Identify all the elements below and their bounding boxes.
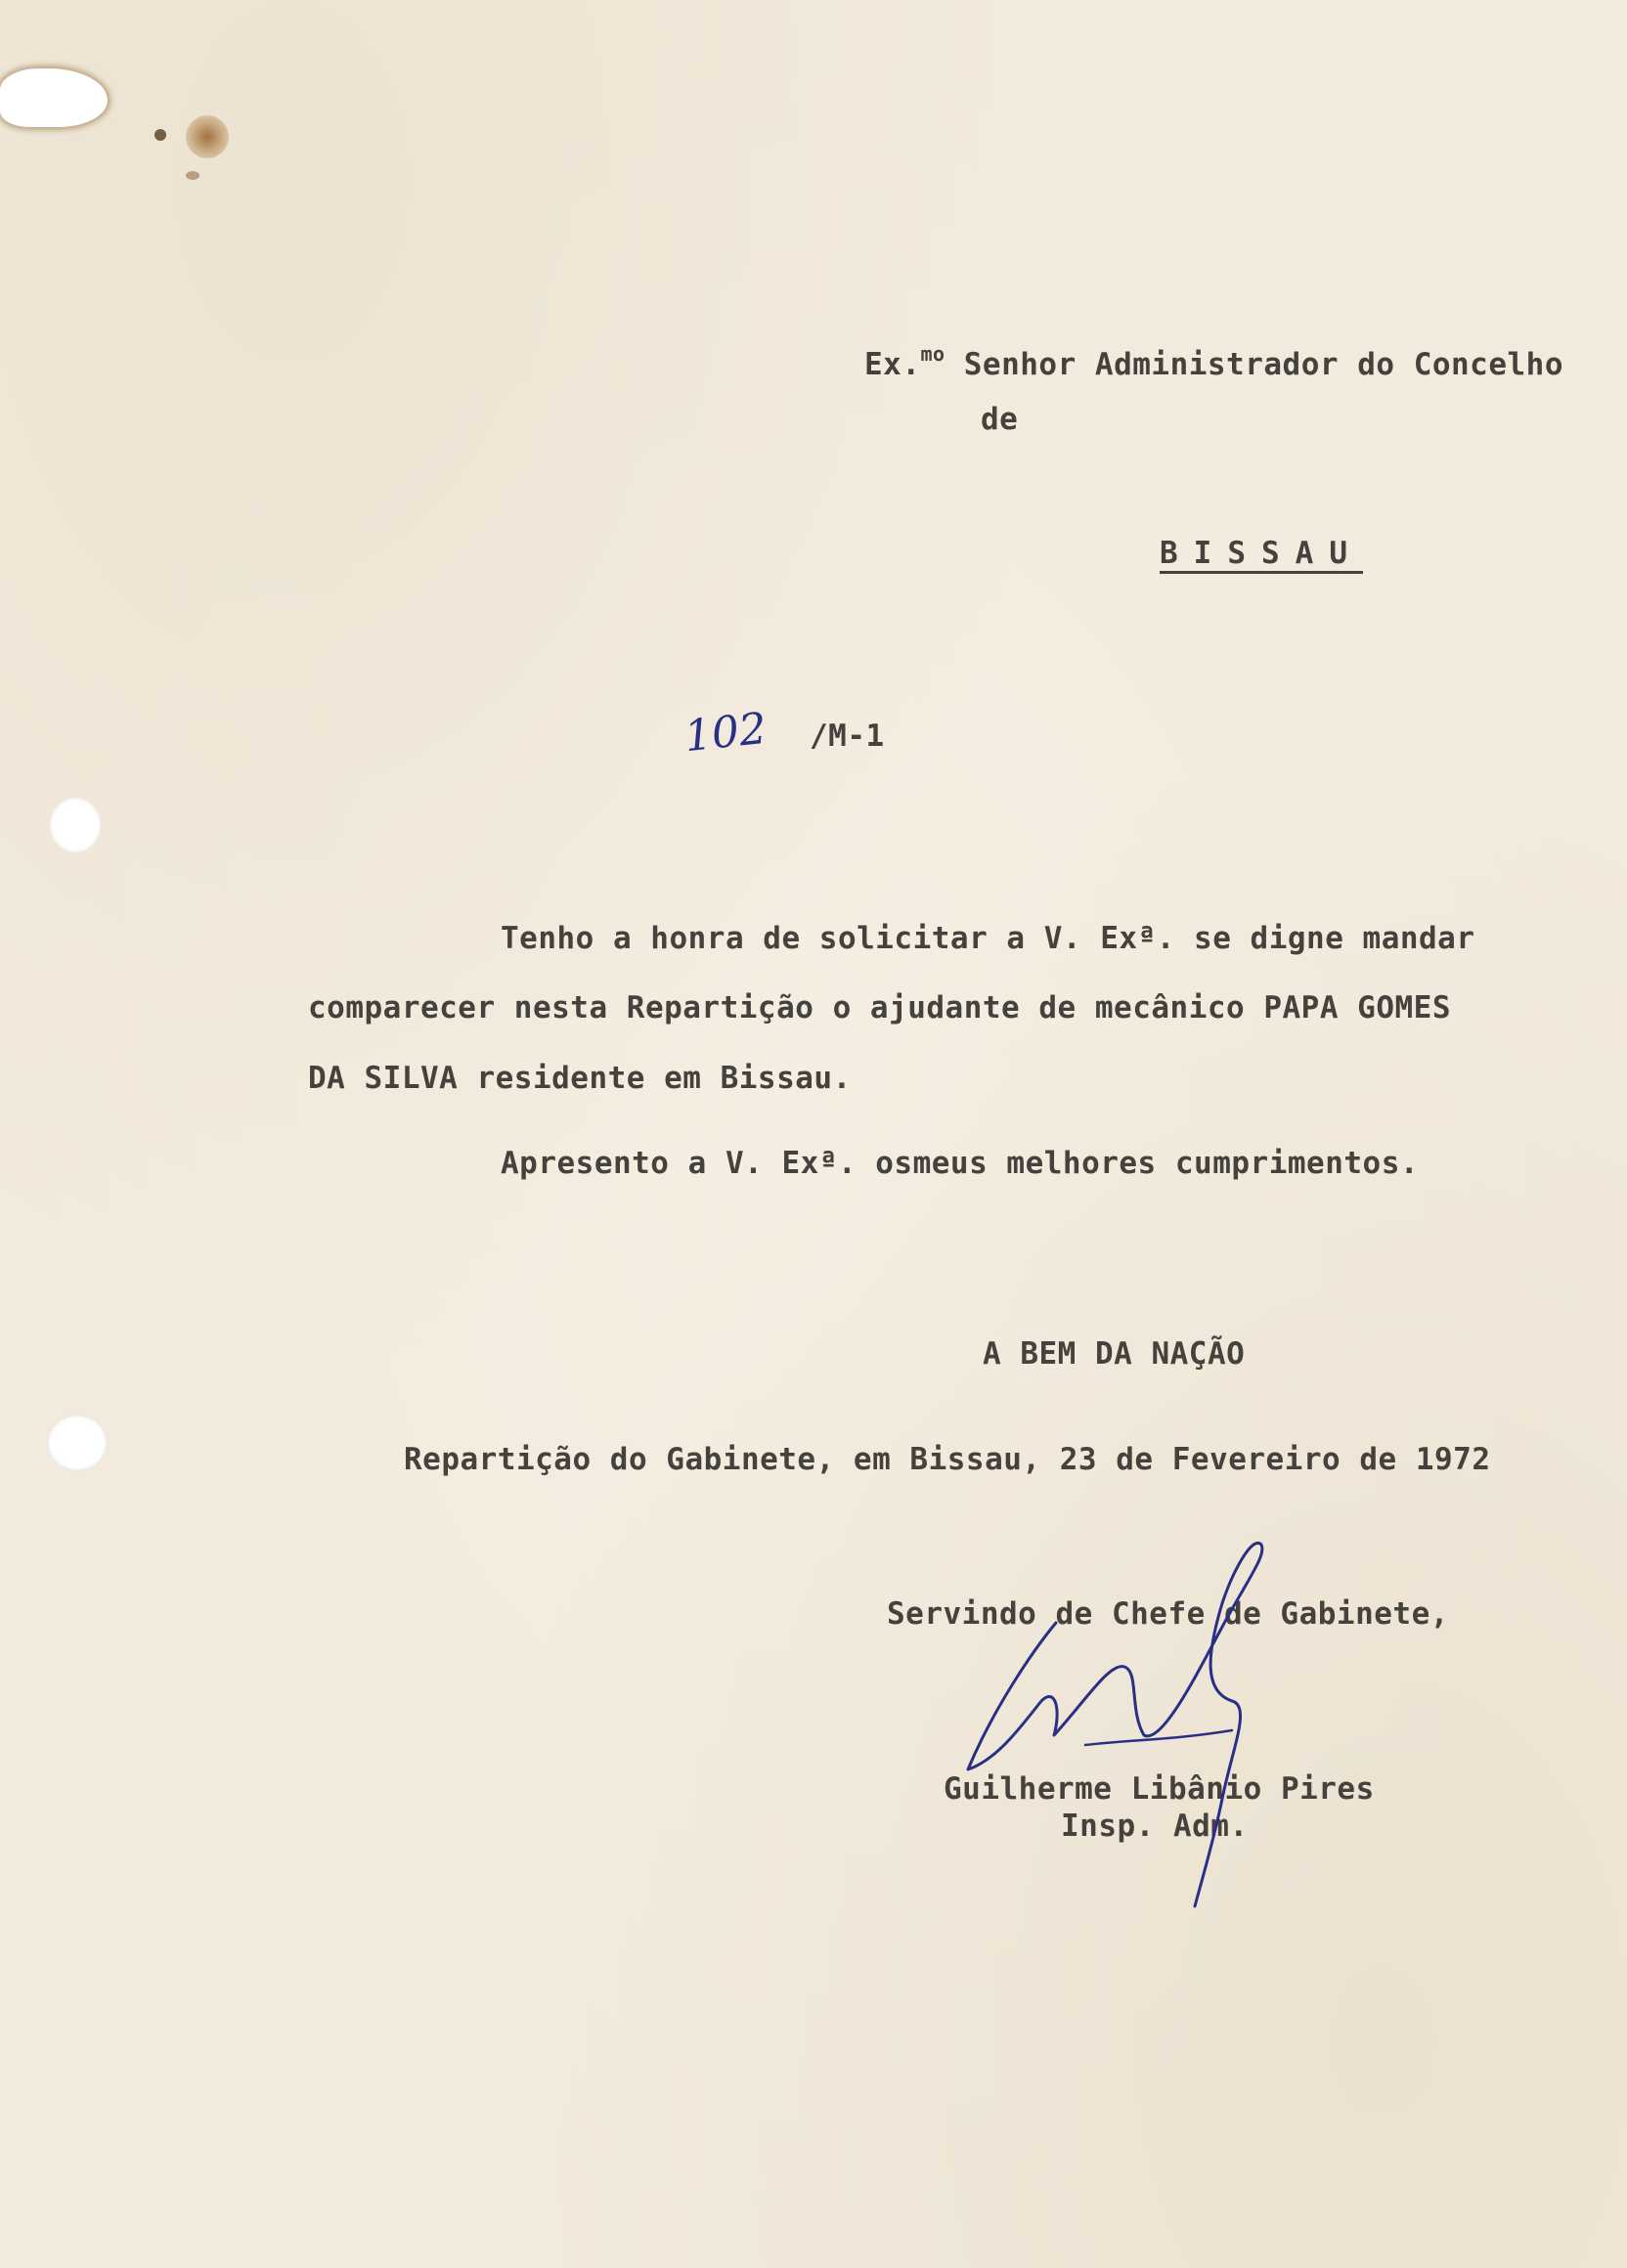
place-heading: BISSAU bbox=[1160, 536, 1363, 571]
closing-line: Apresento a V. Exª. osmeus melhores cumprimentos. bbox=[501, 1146, 1420, 1181]
signatory-role: Servindo de Chefe de Gabinete, bbox=[887, 1596, 1449, 1632]
motto: A BEM DA NAÇÃO bbox=[983, 1336, 1246, 1372]
body-line-1: Tenho a honra de solicitar a V. Exª. se digne mandar bbox=[501, 921, 1475, 956]
signatory-name: Guilherme Libânio Pires bbox=[944, 1771, 1375, 1807]
reference-handwritten: 102 bbox=[682, 703, 770, 763]
salutation-prefix: Ex. bbox=[864, 347, 921, 382]
salutation bbox=[864, 342, 1563, 382]
body-line-2: comparecer nesta Repartição o ajudante de mecânico PAPA GOMES bbox=[308, 990, 1451, 1025]
salutation-superscript: mo bbox=[920, 342, 945, 366]
punch-hole-top bbox=[49, 797, 102, 853]
body-line-3: DA SILVA residente em Bissau. bbox=[308, 1061, 852, 1096]
reference-suffix: /M-1 bbox=[810, 719, 885, 754]
signatory-title: Insp. Adm. bbox=[1061, 1809, 1249, 1844]
rust-stain bbox=[186, 115, 229, 158]
salutation-rest: Senhor Administrador do Concelho bbox=[963, 347, 1563, 382]
date-line bbox=[404, 1442, 1491, 1477]
rust-speck bbox=[154, 129, 166, 141]
date-suffix: de Fevereiro de 1972 bbox=[1116, 1442, 1491, 1477]
torn-corner bbox=[0, 68, 108, 127]
punch-hole-bottom bbox=[47, 1415, 108, 1471]
salutation-line2: de bbox=[981, 402, 1019, 437]
date-prefix: Repartição do Gabinete, em Bissau, bbox=[404, 1442, 1041, 1477]
date-day: 23 bbox=[1059, 1442, 1098, 1477]
handwritten-signature bbox=[939, 1515, 1388, 1926]
rust-speck-2 bbox=[186, 171, 199, 180]
